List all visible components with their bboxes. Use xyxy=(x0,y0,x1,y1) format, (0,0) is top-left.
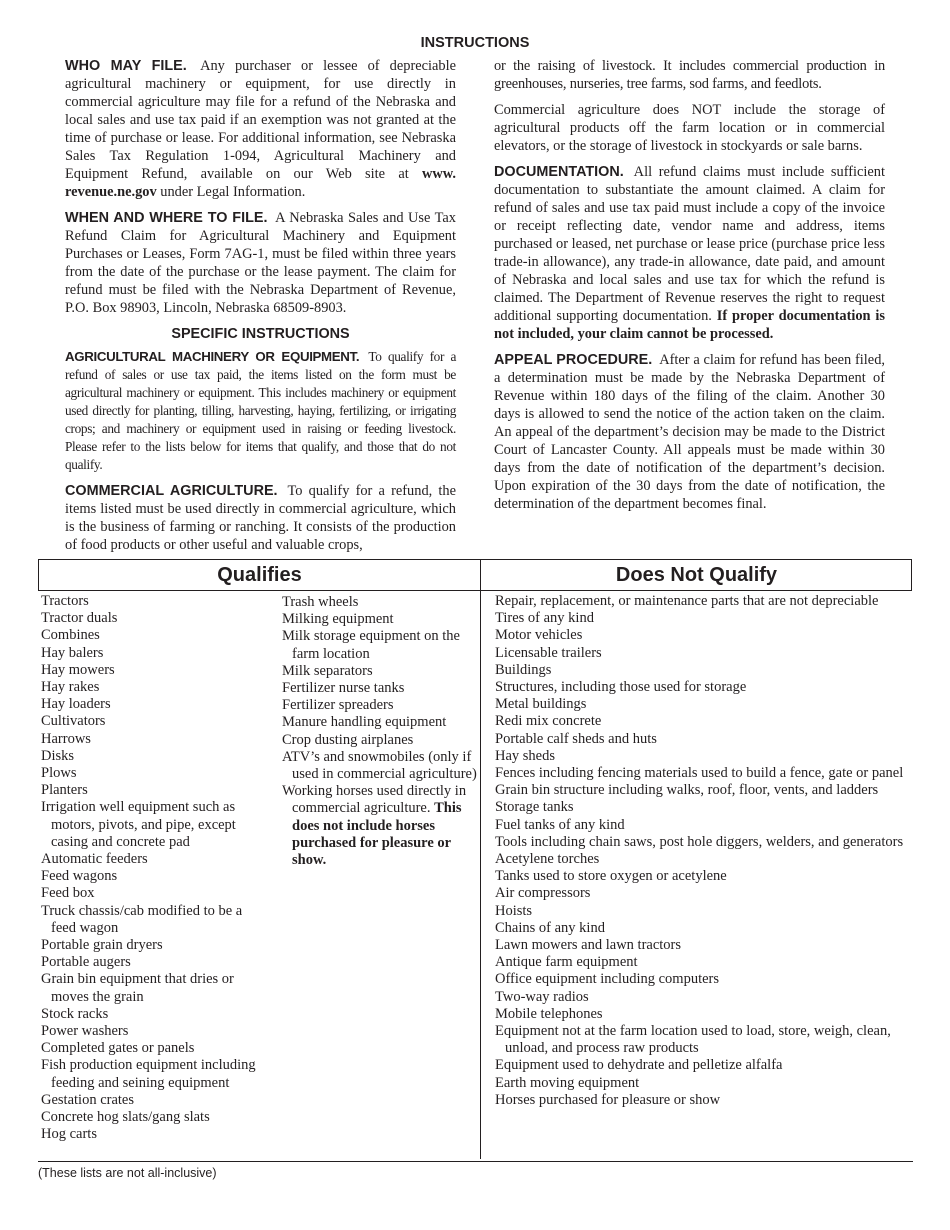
qualifies-item: Cultivators xyxy=(41,713,106,730)
qualifies-item: Stock racks xyxy=(41,1005,109,1022)
qualifies-item: Grain bin equipment that dries or moves the grain xyxy=(41,971,234,1005)
commercial-agriculture-not-included: Commercial agriculture does NOT include the storage of agricultural products off the farm location or in commercial elevators, or the storage of livestock in stockyards or sale barns. xyxy=(494,102,885,154)
website-link[interactable]: www. revenue.ne.gov xyxy=(65,166,456,200)
does-not-qualify-item: Air compressors xyxy=(495,885,591,902)
qualifies-item: Hay mowers xyxy=(41,661,115,678)
qualifies-item: Milking equipment xyxy=(282,611,394,628)
qualifies-item: Harrows xyxy=(41,730,91,747)
does-not-qualify-item: Buildings xyxy=(495,661,552,678)
commercial-agriculture-continued-text: or the raising of livestock. It includes commercial production in greenhouses, nurseries, tree farms, sod farms, and feedlots. xyxy=(494,58,885,92)
ag-machinery-text: To qualify for a refund of sales or use tax paid, the items listed on the form must be agricultural machinery or equipment. This includes machinery or equipment used directly for planting, tilling, harvesting, haying, fertilizing, or irrigating crops; and machinery or equipment used in raising or feeding livestock. Please refer to the lists below for items that qualify, and those that do not qualify. xyxy=(65,349,456,472)
qualifies-item: Gestation crates xyxy=(41,1091,135,1108)
does-not-qualify-list xyxy=(495,593,910,1109)
does-not-qualify-item: Storage tanks xyxy=(495,799,574,816)
does-not-qualify-item: Lawn mowers and lawn tractors xyxy=(495,937,682,954)
appeal-procedure-text: After a claim for refund has been filed, a determination must be made by the Nebraska Department of Revenue within 180 days of the filing of the claim. Another 30 days is allowed to send the notice of the action taken on the claim. An appeal of the department’s decision may be made to the District Court of Lancaster County. All appeals must be made within 30 days from the date of notification of the department’s decision. Upon expiration of the 30 days from the date of notification, the determination of the department becomes final. xyxy=(494,352,885,512)
qualifies-item: Fertilizer nurse tanks xyxy=(282,680,405,697)
qualifies-list-col1 xyxy=(41,593,266,1144)
qualifies-item: Hay loaders xyxy=(41,696,111,713)
documentation-text: All refund claims must include sufficient documentation to substantiate the amount claimed. A claim for refund of sales and use tax paid must include a copy of the invoice or receipt reflecting date, vendor name and address, items purchased or leased, net purchase or lease price (purchase price less trade-in allowance), any trade-in allowance, date paid, and amount of Nebraska and local sales and use tax for which the refund is claimed. The Department of Revenue reserves the right to request additional supporting documentation. xyxy=(494,164,885,324)
does-not-qualify-item: Fences including fencing materials used to build a fence, gate or panel xyxy=(495,765,904,782)
does-not-qualify-item: Metal buildings xyxy=(495,696,587,713)
does-not-qualify-item: Two-way radios xyxy=(495,988,589,1005)
qualifies-item: Feed box xyxy=(41,885,95,902)
qualifies-item: Portable grain dryers xyxy=(41,937,163,954)
does-not-qualify-item: Acetylene torches xyxy=(495,851,600,868)
does-not-qualify-item: Tools including chain saws, post hole diggers, welders, and generators xyxy=(495,833,904,850)
working-horses-text: Working horses used directly in commercial agriculture. xyxy=(282,783,467,817)
does-not-qualify-item: Tanks used to store oxygen or acetylene xyxy=(495,868,727,885)
ag-machinery-heading: AGRICULTURAL MACHINERY OR EQUIPMENT. xyxy=(65,349,360,364)
who-may-file-text: Any purchaser or lessee of depreciable agricultural machinery or equipment, for use directly in commercial agriculture may file for a refund of the Nebraska and local sales and use tax paid if an exemption was not granted at the time of purchase or lease. For additional information, see Nebraska Sales Tax Regulation 1-094, Agricultural Machinery and Equipment Refund, available on our Web site at xyxy=(65,58,456,182)
commercial-agriculture-text: To qualify for a refund, the items listed must be used directly in commercial agriculture, which is the business of farming or ranching. It consists of the production of food products or other useful and valuable crops, xyxy=(65,483,456,553)
instructions-left-column xyxy=(65,57,456,562)
qualifies-item: Feed wagons xyxy=(41,868,118,885)
ag-machinery-section xyxy=(65,348,456,474)
does-not-qualify-item: Fuel tanks of any kind xyxy=(495,816,625,833)
page-title: INSTRUCTIONS xyxy=(420,35,530,51)
does-not-qualify-item: Mobile telephones xyxy=(495,1005,603,1022)
does-not-qualify-item: Structures, including those used for storage xyxy=(495,679,747,696)
does-not-qualify-item: Office equipment including computers xyxy=(495,971,720,988)
who-may-file-text-after: under Legal Information. xyxy=(160,184,306,200)
appeal-procedure-section xyxy=(494,351,885,513)
qualifies-item: Fertilizer spreaders xyxy=(282,697,394,714)
qualifies-item: Hog carts xyxy=(41,1126,97,1143)
qualifies-item: Milk separators xyxy=(282,662,373,679)
qualifies-header: Qualifies xyxy=(217,563,302,586)
qualifies-item: Hay balers xyxy=(41,644,104,661)
does-not-qualify-item: Earth moving equipment xyxy=(495,1074,640,1091)
lists-header xyxy=(38,559,912,591)
qualifies-item: Milk storage equipment on the farm location xyxy=(282,628,460,662)
qualifies-item: Disks xyxy=(41,747,75,764)
qualifies-item: Trash wheels xyxy=(282,594,359,610)
qualifies-item: Automatic feeders xyxy=(41,851,148,868)
qualifies-item: Plows xyxy=(41,765,77,782)
column-divider xyxy=(480,590,481,1159)
does-not-qualify-item: Redi mix concrete xyxy=(495,713,602,730)
qualifies-item: Planters xyxy=(41,782,88,799)
does-not-qualify-item: Hay sheds xyxy=(495,747,556,764)
does-not-qualify-item: Tires of any kind xyxy=(495,610,594,627)
instructions-right-column xyxy=(494,0,885,57)
instructions-right-column-content xyxy=(494,57,885,521)
documentation-section xyxy=(494,163,885,343)
does-not-qualify-item: Repair, replacement, or maintenance parts that are not depreciable xyxy=(495,593,879,609)
specific-instructions-heading: SPECIFIC INSTRUCTIONS xyxy=(171,326,350,342)
documentation-warning: If proper documentation is not included, your claim cannot be processed. xyxy=(494,308,885,342)
does-not-qualify-item: Motor vehicles xyxy=(495,627,583,644)
does-not-qualify-item: Hoists xyxy=(495,902,533,919)
working-horses-note: This does not include horses purchased for pleasure or show. xyxy=(292,800,462,869)
qualifies-item: Crop dusting airplanes xyxy=(282,731,414,748)
qualifies-list-col2 xyxy=(282,594,477,869)
qualifies-item: Tractor duals xyxy=(41,610,118,627)
does-not-qualify-item: Antique farm equipment xyxy=(495,954,638,971)
does-not-qualify-item: Chains of any kind xyxy=(495,919,605,936)
qualifies-item: Tractors xyxy=(41,593,89,609)
bottom-rule xyxy=(38,1161,913,1162)
when-where-text: A Nebraska Sales and Use Tax Refund Claim for Agricultural Machinery and Equipment Purchases or Leases, Form 7AG-1, must be filed within three years from the date of the purchase or the lease payment. The claim for refund must be filed with the Nebraska Department of Revenue, P.O. Box 98903, Lincoln, Nebraska 68509-8903. xyxy=(65,210,456,316)
who-may-file-heading: WHO MAY FILE. xyxy=(65,58,187,74)
does-not-qualify-item: Grain bin structure including walks, roof, floor, vents, and ladders xyxy=(495,782,879,799)
qualifies-item: ATV’s and snowmobiles (only if used in commercial agriculture) xyxy=(282,748,477,783)
qualifies-item: Completed gates or panels xyxy=(41,1040,195,1057)
footnote: (These lists are not all-inclusive) xyxy=(38,1166,217,1180)
working-horses-item xyxy=(282,783,477,869)
does-not-qualify-header: Does Not Qualify xyxy=(480,560,912,590)
appeal-procedure-heading: APPEAL PROCEDURE. xyxy=(494,352,653,368)
qualifies-item: Manure handling equipment xyxy=(282,714,447,731)
qualifies-item: Truck chassis/cab modified to be a feed wagon xyxy=(41,902,243,936)
does-not-qualify-item: Equipment not at the farm location used to load, store, weigh, clean, unload, and process raw products xyxy=(495,1023,891,1057)
qualifies-item: Irrigation well equipment such as motors, pivots, and pipe, except casing and concrete pad xyxy=(41,799,236,850)
qualifies-item: Fish production equipment including feeding and seining equipment xyxy=(41,1057,256,1091)
does-not-qualify-item: Licensable trailers xyxy=(495,644,602,661)
when-where-heading: WHEN AND WHERE TO FILE. xyxy=(65,210,268,226)
does-not-qualify-item: Portable calf sheds and huts xyxy=(495,730,657,747)
commercial-agriculture-section xyxy=(65,482,456,554)
who-may-file-section xyxy=(65,57,456,201)
qualifies-item: Portable augers xyxy=(41,954,131,971)
qualifies-item: Combines xyxy=(41,627,100,644)
commercial-agriculture-continued xyxy=(494,0,885,57)
documentation-heading: DOCUMENTATION. xyxy=(494,164,624,180)
qualifies-item: Hay rakes xyxy=(41,679,100,696)
when-where-section xyxy=(65,209,456,317)
does-not-qualify-item: Equipment used to dehydrate and pelletize alfalfa xyxy=(495,1057,783,1074)
does-not-qualify-item: Horses purchased for pleasure or show xyxy=(495,1091,721,1108)
qualifies-item: Concrete hog slats/gang slats xyxy=(41,1109,210,1126)
commercial-agriculture-heading: COMMERCIAL AGRICULTURE. xyxy=(65,483,278,499)
qualifies-item: Power washers xyxy=(41,1023,129,1040)
